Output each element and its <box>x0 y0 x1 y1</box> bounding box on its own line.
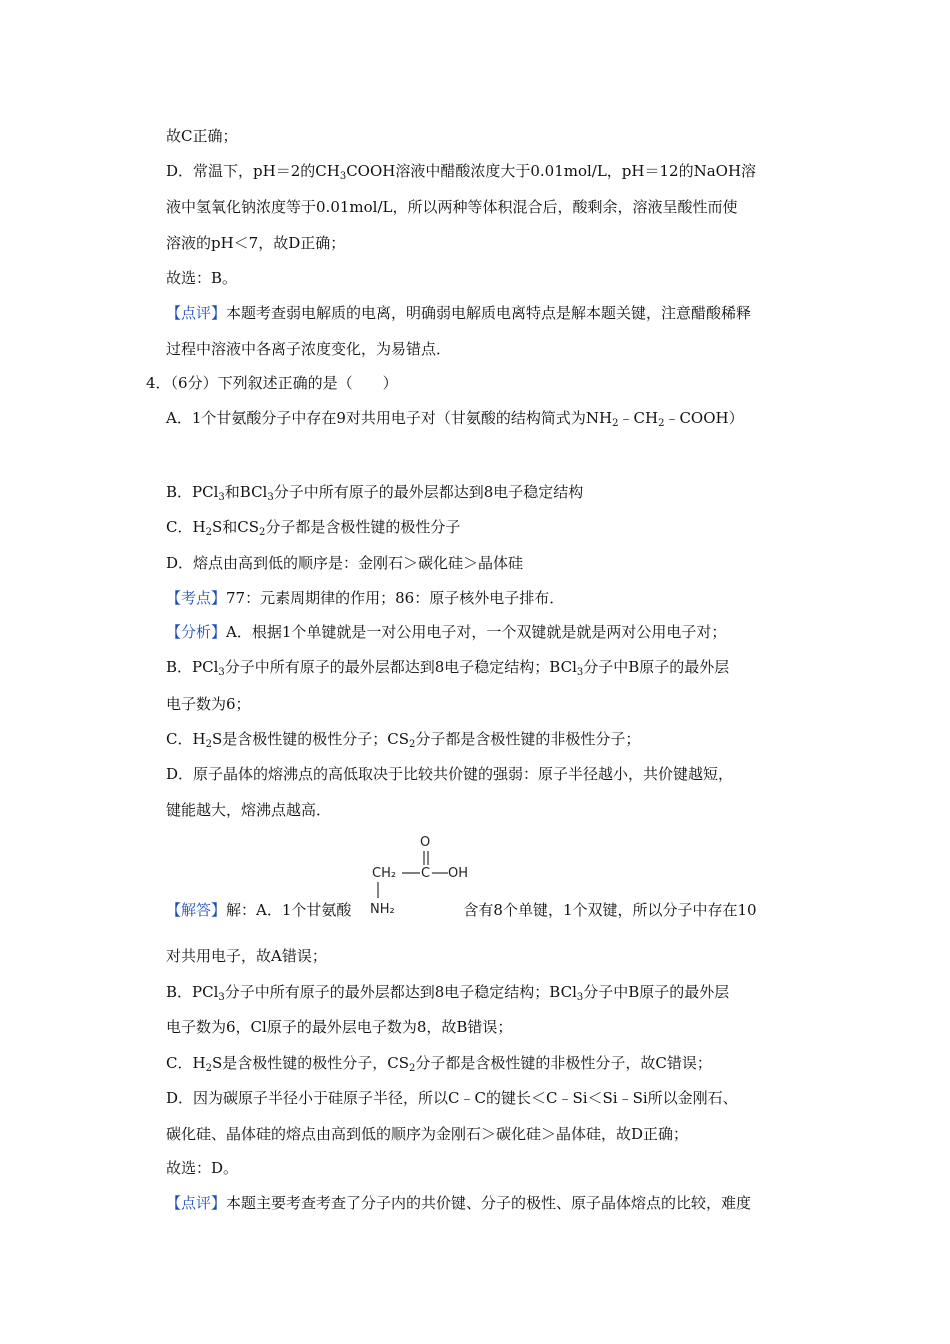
mol-oh: OH <box>448 866 469 881</box>
mol-o: O <box>420 835 431 850</box>
option-d: D．熔点由高到低的顺序是：金刚石＞碳化硅＞晶体硅 <box>166 554 524 572</box>
fenxi-c: C．$H_2S$是含极性键的极性分子；$CS_2$分子都是含极性键的非极性分子； <box>166 730 641 750</box>
question-4: 4．（6分）下列叙述正确的是（ ） <box>146 374 398 392</box>
fenxi: 【分析】A．根据1个单键就是一对公用电子对，一个双键就是就是两对公用电子对； <box>166 623 727 641</box>
line-c-correct: 故C正确； <box>166 127 238 145</box>
line-d-3: 溶液的pH＜7，故D正确； <box>166 234 346 252</box>
fenxi-b-1: B．PCl$_3$分子中所有原子的最外层都达到8电子稳定结构；BCl$_3$分子中B原子的最外层 <box>166 658 730 678</box>
jieda-b-2: 电子数为6，Cl原子的最外层电子数为8，故B错误； <box>166 1018 513 1036</box>
comment-1-cont: 过程中溶液中各离子浓度变化，为易错点． <box>166 340 452 358</box>
comment-1: 【点评】本题考查弱电解质的电离，明确弱电解质电离特点是解本题关键，注意醋酸稀释 <box>166 304 752 322</box>
kaodian-tag: 【考点】 <box>166 589 227 607</box>
option-a: A．1个甘氨酸分子中存在9对共用电子对（甘氨酸的结构简式为$NH_2﹣CH_2﹣COOH$） <box>166 409 744 429</box>
fenxi-b-2: 电子数为6； <box>166 695 251 713</box>
mol-nh2: NH₂ <box>370 902 395 917</box>
line-d-1: D．常温下，pH＝2的$CH_3COOH$溶液中醋酸浓度大于0.01mol/L，pH＝12的NaOH溶 <box>166 162 757 182</box>
mol-c: C <box>421 866 431 881</box>
option-b: B．PCl$_3$和BCl$_3$分子中所有原子的最外层都达到8电子稳定结构 <box>166 483 584 503</box>
jieda-a-2: 对共用电子，故A错误； <box>166 947 327 965</box>
comment-2-tag: 【点评】 <box>166 1194 227 1212</box>
mol-ch2: CH₂ <box>372 866 397 881</box>
jieda-b-1: B．PCl$_3$分子中所有原子的最外层都达到8电子稳定结构；BCl$_3$分子中B原子的最外层 <box>166 983 730 1003</box>
fenxi-d-1: D．原子晶体的熔沸点的高低取决于比较共价键的强弱：原子半径越小，共价键越短， <box>166 765 734 783</box>
jieda-select-d: 故选：D。 <box>166 1159 239 1177</box>
fenxi-tag: 【分析】 <box>166 623 227 641</box>
comment-tag: 【点评】 <box>166 304 227 322</box>
option-c: C．$H_2S$和$CS_2$分子都是含极性键的极性分子 <box>166 518 461 538</box>
glycine-structure-diagram <box>368 832 478 920</box>
kaodian: 【考点】77：元素周期律的作用；86：原子核外电子排布． <box>166 589 565 607</box>
line-select-b: 故选：B。 <box>166 269 238 287</box>
jieda-c: C．$H_2S$是含极性键的极性分子，$CS_2$分子都是含极性键的非极性分子，故C错误； <box>166 1054 712 1074</box>
line-d-2: 液中氢氧化钠浓度等于0.01mol/L，所以两种等体积混合后，酸剩余，溶液呈酸性而使 <box>166 198 738 216</box>
jieda-d-2: 碳化硅、晶体硅的熔点由高到低的顺序为金刚石＞碳化硅＞晶体硅，故D正确； <box>166 1125 689 1143</box>
fenxi-d-2: 键能越大，熔沸点越高． <box>166 801 332 819</box>
jieda-tag: 【解答】 <box>166 901 227 919</box>
comment-2: 【点评】本题主要考查考查了分子内的共价键、分子的极性、原子晶体熔点的比较，难度 <box>166 1194 752 1212</box>
jieda-d-1: D．因为碳原子半径小于硅原子半径，所以C﹣C的键长＜C﹣Si＜Si﹣Si所以金刚石、 <box>166 1089 738 1107</box>
jieda-a-1: 【解答】解：A．1个甘氨酸 含有8个单键，1个双键，所以分子中存在10 <box>166 901 757 919</box>
